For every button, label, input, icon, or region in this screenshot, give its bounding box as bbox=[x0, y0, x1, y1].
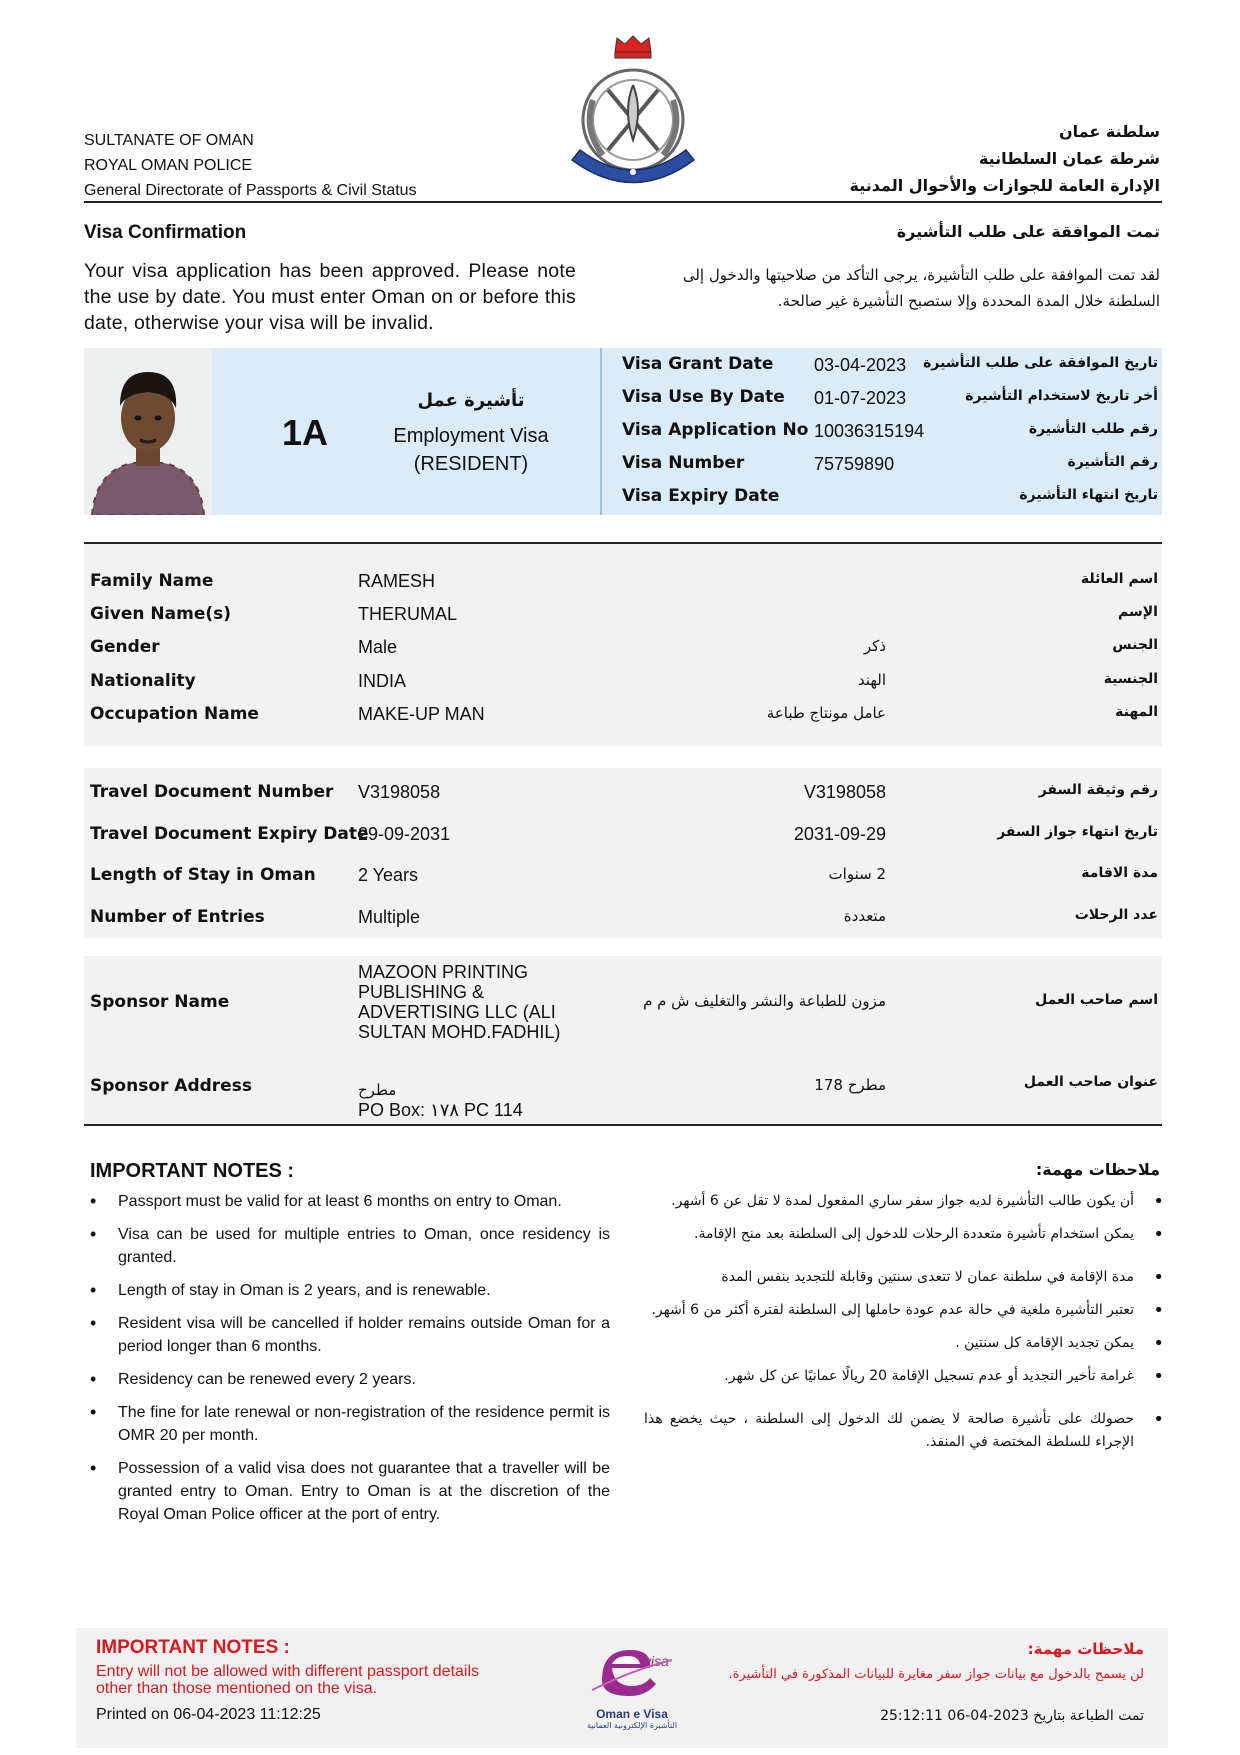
oman-evisa-logo-icon bbox=[582, 1640, 682, 1740]
travel-value-ar: V3198058 bbox=[803, 782, 886, 802]
travel-value-ar: متعددة bbox=[843, 907, 886, 925]
visa-detail-label: Visa Number bbox=[622, 453, 745, 473]
travel-label: Travel Document Expiry Date bbox=[90, 824, 369, 844]
personal-label: Family Name bbox=[90, 571, 214, 591]
personal-value-ar: ذكر bbox=[863, 637, 886, 655]
sponsor-address-line: PO Box: ١٧٨ PC 114 bbox=[358, 1100, 523, 1120]
visa-detail-label-ar: رقم التأشيرة bbox=[1067, 454, 1158, 470]
travel-label: Number of Entries bbox=[90, 907, 265, 927]
note-item: • Possession of a valid visa does not guarantee that a traveller will be granted entry to Oman. Entry to Oman is at the discretion of the Royal Oman Police officer at the port of entry. bbox=[90, 1457, 610, 1526]
personal-label: Given Name(s) bbox=[90, 604, 232, 624]
travel-label-ar: مدة الاقامة bbox=[1081, 865, 1158, 881]
confirmation-text-ar: لقد تمت الموافقة على طلب التأشيرة، يرجى التأكد من صلاحيتها والدخول إلى السلطنة خلال المدة المحددة وإلا ستصبح التأشيرة غير صالحة. bbox=[682, 266, 1160, 310]
note-item: • Length of stay in Oman is 2 years, and is renewable. bbox=[90, 1279, 610, 1302]
sponsor-address-value bbox=[358, 1080, 523, 1120]
personal-details-section bbox=[84, 544, 1162, 746]
note-item-ar: • حصولك على تأشيرة صالحة لا يضمن لك الدخول إلى السلطنة ، حيث يخضع هذا الإجراء للسلطة المختصة في المنفذ. bbox=[644, 1408, 1164, 1454]
personal-value: MAKE-UP MAN bbox=[358, 704, 485, 724]
personal-label: Gender bbox=[90, 637, 160, 657]
note-item-ar: • تعتبر التأشيرة ملغية في حالة عدم عودة حاملها إلى السلطنة لفترة أكثر من 6 أشهر. bbox=[644, 1299, 1164, 1322]
visa-code: 1A bbox=[282, 412, 329, 453]
personal-label: Occupation Name bbox=[90, 704, 259, 724]
note-item: • Passport must be valid for at least 6 months on entry to Oman. bbox=[90, 1190, 610, 1213]
travel-label-ar: تاريخ انتهاء جواز السفر bbox=[997, 824, 1158, 840]
visa-detail-row bbox=[622, 447, 1162, 480]
sponsor-address-line: مطرح bbox=[358, 1081, 397, 1099]
confirmation-title: Visa Confirmation bbox=[84, 222, 247, 243]
sponsor-name-value: MAZOON PRINTING PUBLISHING & ADVERTISING LLC (ALI SULTAN MOHD.FADHIL) bbox=[358, 962, 561, 1042]
evisa-caption: Oman e Visa bbox=[596, 1707, 668, 1721]
sponsor-section bbox=[84, 956, 1162, 1124]
header-line-ar: الإدارة العامة للجوازات والأحوال المدنية bbox=[849, 176, 1160, 195]
travel-value-ar: 2 سنوات bbox=[828, 865, 886, 883]
visa-type bbox=[366, 422, 576, 478]
header-rule bbox=[84, 201, 1162, 203]
printed-on-ar: تمت الطباعة بتاريخ 2023-04-06 25:12:11 bbox=[880, 1708, 1144, 1724]
notes-title: IMPORTANT NOTES : bbox=[90, 1160, 295, 1182]
footer-text: Entry will not be allowed with different passport details other than those mentioned on the visa. bbox=[96, 1663, 480, 1697]
visa-detail-label: Visa Expiry Date bbox=[622, 486, 780, 506]
header-line: SULTANATE OF OMAN bbox=[84, 132, 254, 149]
personal-label: Nationality bbox=[90, 671, 196, 691]
note-item: • Visa can be used for multiple entries to Oman, once residency is granted. bbox=[90, 1223, 610, 1269]
evisa-mark-icon bbox=[582, 1640, 682, 1706]
section-rule bbox=[84, 1124, 1162, 1126]
visa-detail-row bbox=[622, 381, 1162, 414]
footer-text-ar: لن يسمح بالدخول مع بيانات جواز سفر مغايرة للبيانات المذكورة في التأشيرة. bbox=[728, 1667, 1144, 1682]
visa-category: (RESIDENT) bbox=[413, 453, 529, 475]
visa-detail-label: Visa Grant Date bbox=[622, 354, 774, 374]
personal-value: RAMESH bbox=[358, 571, 436, 591]
header-english bbox=[84, 128, 417, 203]
visa-detail-row bbox=[622, 414, 1162, 447]
travel-label: Length of Stay in Oman bbox=[90, 865, 316, 885]
header-line-ar: سلطنة عمان bbox=[1059, 122, 1160, 141]
visa-detail-label-ar: أخر تاريخ لاستخدام التأشيرة bbox=[965, 388, 1158, 404]
personal-label-ar: اسم العائلة bbox=[1080, 571, 1158, 587]
personal-label-ar: الجنسية bbox=[1103, 671, 1158, 687]
sponsor-address-label: Sponsor Address bbox=[90, 1076, 252, 1096]
visa-detail-label-ar: تاريخ انتهاء التأشيرة bbox=[1019, 487, 1158, 503]
travel-label-ar: عدد الرحلات bbox=[1074, 907, 1158, 923]
personal-value-ar: الهند bbox=[857, 671, 886, 689]
visa-detail-value: 10036315194 bbox=[814, 421, 925, 441]
visa-type-name: Employment Visa bbox=[393, 425, 549, 447]
header-line: General Directorate of Passports & Civil Status bbox=[84, 182, 417, 199]
sponsor-address-value-ar: مطرح 178 bbox=[814, 1076, 886, 1094]
visa-detail-label: Visa Use By Date bbox=[622, 387, 785, 407]
personal-label-ar: الإسم bbox=[1118, 604, 1158, 620]
travel-value: Multiple bbox=[358, 907, 421, 927]
note-item-ar: • يمكن تجديد الإقامة كل سنتين . bbox=[644, 1332, 1164, 1355]
sponsor-name-value-ar: مزون للطباعة والنشر والتغليف ش م م bbox=[643, 992, 886, 1010]
visa-detail-row bbox=[622, 480, 1162, 513]
note-item-ar: • غرامة تأخير التجديد أو عدم تسجيل الإقامة 20 ريالًا عمانيًا عن كل شهر. bbox=[644, 1365, 1164, 1388]
header-line: ROYAL OMAN POLICE bbox=[84, 157, 253, 174]
visa-detail-label: Visa Application No bbox=[622, 420, 809, 440]
personal-value-ar: عامل مونتاج طباعة bbox=[766, 704, 886, 722]
visa-detail-label-ar: تاريخ الموافقة على طلب التأشيرة bbox=[923, 355, 1158, 371]
personal-label-ar: المهنة bbox=[1115, 704, 1158, 720]
note-item: • Resident visa will be cancelled if holder remains outside Oman for a period longer than 6 months. bbox=[90, 1312, 610, 1358]
header-arabic bbox=[849, 118, 1160, 199]
note-item: • Residency can be renewed every 2 years. bbox=[90, 1368, 610, 1391]
note-item-ar: • يمكن استخدام تأشيرة متعددة الرحلات للدخول إلى السلطنة بعد منح الإقامة. bbox=[644, 1223, 1164, 1246]
applicant-portrait-icon bbox=[84, 348, 212, 515]
travel-label: Travel Document Number bbox=[90, 782, 334, 802]
personal-label-ar: الجنس bbox=[1112, 637, 1158, 653]
note-item-ar: • أن يكون طالب التأشيرة لديه جواز سفر ساري المفعول لمدة لا تقل عن 6 أشهر. bbox=[644, 1190, 1164, 1213]
travel-value: 29-09-2031 bbox=[358, 824, 451, 844]
sponsor-address-label-ar: عنوان صاحب العمل bbox=[1023, 1074, 1158, 1090]
personal-value: Male bbox=[358, 637, 398, 657]
printed-on: Printed on 06-04-2023 11:12:25 bbox=[96, 1706, 321, 1723]
notes-list bbox=[90, 1190, 610, 1536]
sponsor-name-label-ar: اسم صاحب العمل bbox=[1035, 992, 1158, 1008]
visa-detail-row bbox=[622, 348, 1162, 381]
confirmation-title-ar: تمت الموافقة على طلب التأشيرة bbox=[896, 222, 1160, 241]
visa-detail-value: 75759890 bbox=[814, 454, 895, 474]
visa-type-ar: تأشيرة عمل bbox=[417, 390, 525, 411]
visa-detail-value: 03-04-2023 bbox=[814, 355, 907, 375]
notes-list-ar bbox=[644, 1190, 1164, 1464]
note-item-ar: • مدة الإقامة في سلطنة عمان لا تتعدى سنتين وقابلة للتجديد بنفس المدة bbox=[644, 1266, 1164, 1289]
personal-value: INDIA bbox=[358, 671, 407, 691]
royal-oman-police-crest-icon bbox=[558, 30, 708, 190]
travel-label-ar: رقم وثيقة السفر bbox=[1038, 782, 1158, 798]
footer-title-ar: ملاحظات مهمة: bbox=[1027, 1640, 1144, 1658]
travel-details-section bbox=[84, 768, 1162, 938]
confirmation-text: Your visa application has been approved. Please note the use by date. You must enter Oman on or before this date, otherwise your visa will be invalid. bbox=[84, 260, 576, 334]
applicant-photo bbox=[84, 348, 212, 515]
note-item: • The fine for late renewal or non-registration of the residence permit is OMR 20 per month. bbox=[90, 1401, 610, 1447]
travel-value: 2 Years bbox=[358, 865, 419, 885]
visa-detail-value: 01-07-2023 bbox=[814, 388, 907, 408]
footer-title: IMPORTANT NOTES : bbox=[96, 1637, 290, 1658]
svg-text:visa: visa bbox=[644, 1653, 669, 1669]
sponsor-name-label: Sponsor Name bbox=[90, 992, 230, 1012]
evisa-caption-ar: التأشيرة الإلكترونية العمانية bbox=[586, 1721, 678, 1730]
notes-title-ar: ملاحظات مهمة: bbox=[1035, 1160, 1160, 1179]
travel-value: V3198058 bbox=[358, 782, 441, 802]
visa-detail-label-ar: رقم طلب التأشيرة bbox=[1028, 421, 1158, 437]
travel-value-ar: 2031-09-29 bbox=[793, 824, 886, 844]
personal-value: THERUMAL bbox=[358, 604, 458, 624]
header-line-ar: شرطة عمان السلطانية bbox=[978, 149, 1160, 168]
